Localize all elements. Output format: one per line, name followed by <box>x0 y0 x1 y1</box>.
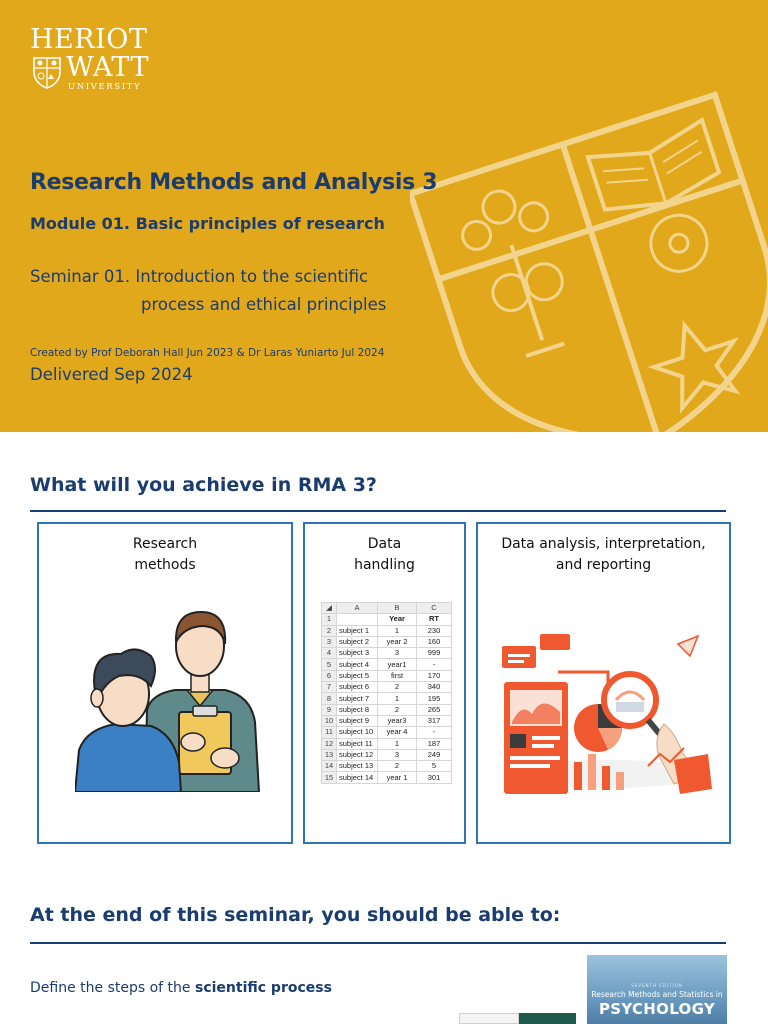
book-title: PSYCHOLOGY <box>598 1000 716 1018</box>
spreadsheet-row <box>322 704 452 715</box>
title-slide <box>0 0 768 432</box>
card-caption-line2: methods <box>134 557 196 573</box>
spreadsheet-cell: 187 <box>417 738 452 749</box>
spreadsheet-cell: year 4 <box>378 727 417 738</box>
spreadsheet-cell: 317 <box>417 715 452 726</box>
spreadsheet-cell: year1 <box>378 659 417 670</box>
spreadsheet-row <box>322 738 452 749</box>
heading-divider <box>30 510 726 512</box>
spreadsheet-cell: - <box>417 659 452 670</box>
spreadsheet-row <box>322 648 452 659</box>
spreadsheet-cell: 230 <box>417 625 452 636</box>
spreadsheet-cell: 2 <box>378 761 417 772</box>
spreadsheet-cell: 340 <box>417 682 452 693</box>
spreadsheet-cell: year3 <box>378 715 417 726</box>
spreadsheet-cell: 301 <box>417 772 452 783</box>
row-number: 5 <box>322 659 337 670</box>
card-caption-line1: Data analysis, interpretation, <box>501 536 706 552</box>
spreadsheet-cell: 2 <box>378 704 417 715</box>
spreadsheet-cell: subject 10 <box>337 727 378 738</box>
spreadsheet-cell: 999 <box>417 648 452 659</box>
card-caption <box>305 534 464 576</box>
row-number: 11 <box>322 727 337 738</box>
crest-emblem-watermark <box>410 80 768 432</box>
card-data-handling <box>303 522 466 844</box>
spreadsheet-cell: 1 <box>378 625 417 636</box>
column-header: C <box>417 603 452 614</box>
spreadsheet-row <box>322 614 452 625</box>
row-number: 1 <box>322 614 337 625</box>
row-number: 6 <box>322 670 337 681</box>
module-title: Module 01. Basic principles of research <box>30 214 385 233</box>
spreadsheet-cell: subject 12 <box>337 749 378 760</box>
spreadsheet-cell: 265 <box>417 704 452 715</box>
spreadsheet-row <box>322 659 452 670</box>
card-caption <box>39 534 291 576</box>
spreadsheet-row <box>322 727 452 738</box>
spreadsheet-cell: subject 3 <box>337 648 378 659</box>
spreadsheet-row <box>322 772 452 783</box>
row-number: 4 <box>322 648 337 659</box>
course-title: Research Methods and Analysis 3 <box>30 170 438 195</box>
spreadsheet-cell: subject 1 <box>337 625 378 636</box>
thumbnail-image <box>519 1013 576 1024</box>
spreadsheet-cell: 1 <box>378 693 417 704</box>
card-caption-line2: and reporting <box>555 557 652 573</box>
row-number: 10 <box>322 715 337 726</box>
card-caption <box>478 534 729 576</box>
card-caption-line1: Research <box>132 536 198 552</box>
spreadsheet-row <box>322 715 452 726</box>
spreadsheet-cell: year 2 <box>378 636 417 647</box>
spreadsheet-cell: 5 <box>417 761 452 772</box>
spreadsheet-cell: subject 9 <box>337 715 378 726</box>
achieve-heading: What will you achieve in RMA 3? <box>30 474 377 496</box>
seminar-title-line1: Seminar 01. Introduction to the scientific <box>30 267 369 286</box>
spreadsheet-row <box>322 625 452 636</box>
book-subtitle: Research Methods and Statistics in <box>591 990 723 999</box>
spreadsheet-cell: subject 14 <box>337 772 378 783</box>
spreadsheet-cell: subject 11 <box>337 738 378 749</box>
spreadsheet-row <box>322 693 452 704</box>
spreadsheet-row <box>322 670 452 681</box>
spreadsheet-row <box>322 761 452 772</box>
data-analysis-icon <box>498 624 718 804</box>
spreadsheet-cell: subject 5 <box>337 670 378 681</box>
objectives-heading: At the end of this seminar, you should be able to: <box>30 904 561 926</box>
book-edition: SEVENTH EDITION <box>631 983 683 988</box>
column-header: A <box>337 603 378 614</box>
row-number: 14 <box>322 761 337 772</box>
card-research-methods <box>37 522 293 844</box>
logo-word-heriot: HERIOT <box>30 24 148 55</box>
spreadsheet-row <box>322 682 452 693</box>
row-number: 3 <box>322 636 337 647</box>
spreadsheet-cell: Year <box>378 614 417 625</box>
logo-word-watt: WATT <box>66 52 149 83</box>
spreadsheet-cell: 160 <box>417 636 452 647</box>
spreadsheet-cell: subject 6 <box>337 682 378 693</box>
spreadsheet-cell: 3 <box>378 749 417 760</box>
textbook-cover-image <box>587 955 727 1024</box>
objectives-slide <box>0 880 768 1024</box>
spreadsheet-cell: subject 8 <box>337 704 378 715</box>
interview-people-icon <box>75 602 265 792</box>
spreadsheet-cell: first <box>378 670 417 681</box>
spreadsheet-cell: 170 <box>417 670 452 681</box>
spreadsheet-column-header-row <box>322 603 452 614</box>
row-number: 13 <box>322 749 337 760</box>
card-data-analysis <box>476 522 731 844</box>
objective-text: Define the steps of the <box>30 980 195 996</box>
column-header: B <box>378 603 417 614</box>
spreadsheet-cell: 3 <box>378 648 417 659</box>
row-number: 2 <box>322 625 337 636</box>
crest-icon <box>32 56 62 90</box>
thumbnail-image <box>459 1013 519 1024</box>
spreadsheet-cell: - <box>417 727 452 738</box>
row-number: 8 <box>322 693 337 704</box>
spreadsheet-row <box>322 636 452 647</box>
heriot-watt-logo <box>30 26 165 96</box>
row-number: 15 <box>322 772 337 783</box>
spreadsheet-cell: subject 2 <box>337 636 378 647</box>
spreadsheet-row <box>322 749 452 760</box>
card-caption-line2: handling <box>354 557 415 573</box>
objective-item <box>30 980 332 996</box>
spreadsheet-cell: 1 <box>378 738 417 749</box>
spreadsheet-cell: subject 13 <box>337 761 378 772</box>
spreadsheet-cell: 249 <box>417 749 452 760</box>
spreadsheet-cell: subject 4 <box>337 659 378 670</box>
row-number: 12 <box>322 738 337 749</box>
row-number: 7 <box>322 682 337 693</box>
spreadsheet-table <box>321 602 452 784</box>
seminar-title-line2: process and ethical principles <box>141 295 387 314</box>
spreadsheet-cell: 195 <box>417 693 452 704</box>
achieve-slide <box>0 432 768 872</box>
spreadsheet-cell: 2 <box>378 682 417 693</box>
corner-cell: ◢ <box>322 603 337 614</box>
card-caption-line1: Data <box>367 536 402 552</box>
spreadsheet-cell: year 1 <box>378 772 417 783</box>
spreadsheet-cell <box>337 614 378 625</box>
spreadsheet-cell: RT <box>417 614 452 625</box>
created-by-credit: Created by Prof Deborah Hall Jun 2023 & Dr Laras Yuniarto Jul 2024 <box>30 347 385 359</box>
spreadsheet-cell: subject 7 <box>337 693 378 704</box>
delivered-date: Delivered Sep 2024 <box>30 365 193 384</box>
row-number: 9 <box>322 704 337 715</box>
objective-bold-term: scientific process <box>194 980 332 996</box>
logo-word-university: UNIVERSITY <box>68 82 142 92</box>
heading-divider <box>30 942 726 944</box>
